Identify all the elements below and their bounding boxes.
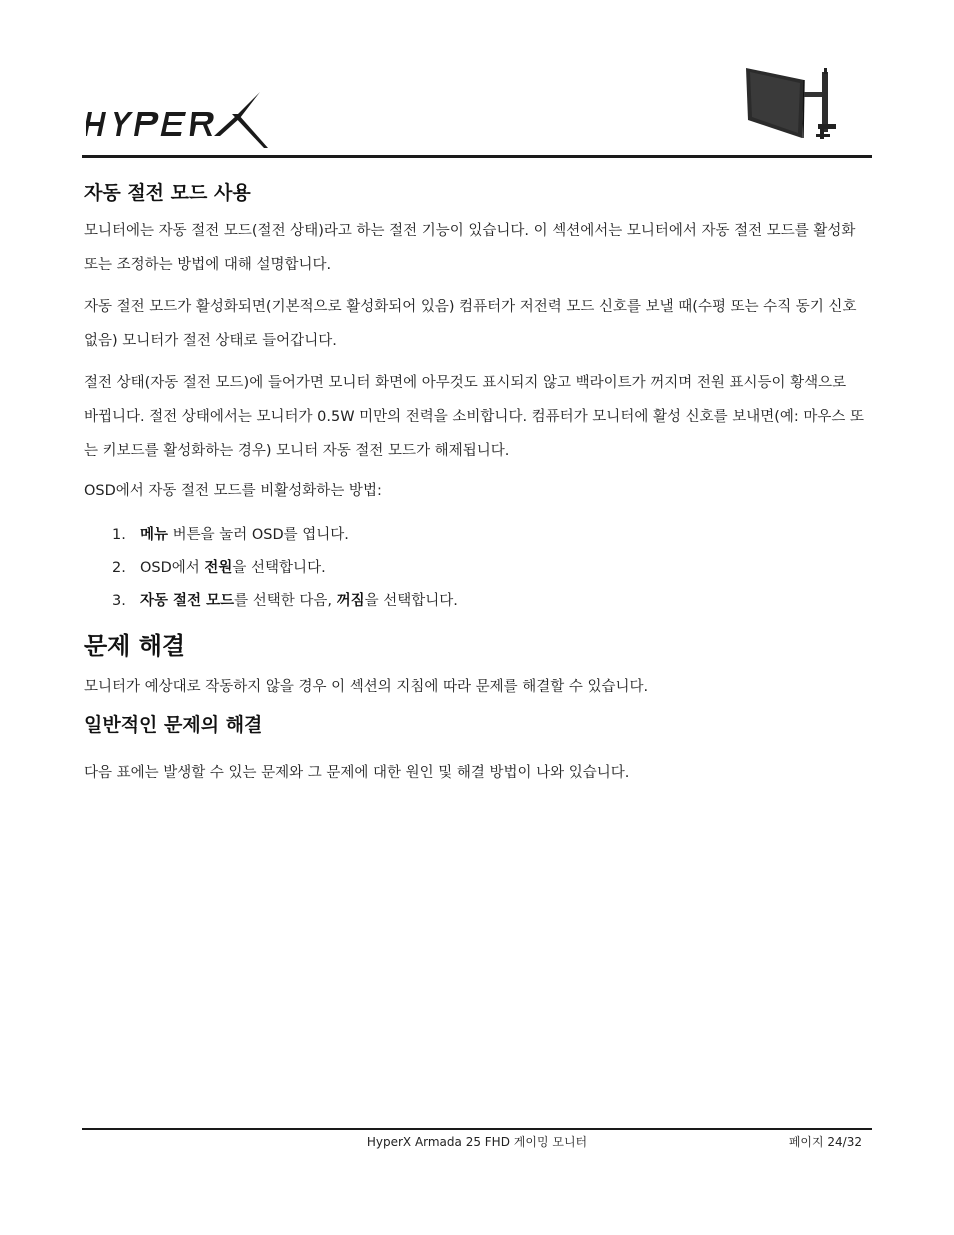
page-footer <box>82 1128 872 1158</box>
step-item: 2. OSD에서 전원을 선택합니다. <box>112 560 326 576</box>
footer-title: HyperX Armada 25 FHD 게이밍 모니터 <box>366 1135 588 1149</box>
step-item: 1. 메뉴 버튼을 눌러 OSD를 엽니다. <box>112 527 349 543</box>
heading-auto-sleep: 자동 절전 모드 사용 <box>84 182 251 204</box>
paragraph-common-problems: 다음 표에는 발생할 수 있는 문제와 그 문제에 대한 원인 및 해결 방법이 나와 있습니다. <box>84 765 630 781</box>
heading-common-problems: 일반적인 문제의 해결 <box>84 714 263 736</box>
page-header <box>82 60 872 158</box>
paragraph-auto-sleep-intro: 모니터에는 자동 절전 모드(절전 상태)라고 하는 절전 기능이 있습니다. 이 섹션에서는 모니터에서 자동 절전 모드를 활성화 또는 조정하는 방법에 대해 설명합니다. <box>84 223 856 273</box>
power-keyword: 전원 <box>204 560 233 576</box>
off-keyword: 꺼짐 <box>336 593 365 609</box>
hyperx-logo <box>86 90 268 148</box>
menu-keyword: 메뉴 <box>140 527 169 543</box>
page-content <box>84 176 864 790</box>
auto-sleep-keyword: 자동 절전 모드 <box>140 593 235 609</box>
monitor-arm-illustration <box>742 64 842 140</box>
paragraph-disable-intro: OSD에서 자동 절전 모드를 비활성화하는 방법: <box>84 483 382 499</box>
footer-rule <box>82 1128 872 1130</box>
heading-troubleshooting: 문제 해결 <box>84 632 186 660</box>
paragraph-sleep-state: 절전 상태(자동 절전 모드)에 들어가면 모니터 화면에 아무것도 표시되지 않고 백라이트가 꺼지며 전원 표시등이 황색으로 바뀝니다. 절전 상태에서는 모니터가 0.5W 미만의 전력을 소비합니다. 컴퓨터가 모니터에 활성 신호를 보내면(예: 마우스 또는 키보드를 활성화하는 경우) 모니터 자동 절전 모드가 해제됩니다. <box>84 375 865 459</box>
paragraph-auto-sleep-activate: 자동 절전 모드가 활성화되면(기본적으로 활성화되어 있음) 컴퓨터가 저전력 모드 신호를 보낼 때(수평 또는 수직 동기 신호 없음) 모니터가 절전 상태로 들어갑니다. <box>84 299 857 349</box>
footer-page-number: 페이지 24/32 <box>788 1135 862 1149</box>
paragraph-troubleshooting: 모니터가 예상대로 작동하지 않을 경우 이 섹션의 지침에 따라 문제를 해결할 수 있습니다. <box>84 679 649 695</box>
header-rule <box>82 155 872 158</box>
step-item: 3. 자동 절전 모드를 선택한 다음, 꺼짐을 선택합니다. <box>112 593 458 609</box>
steps-list <box>84 519 864 618</box>
